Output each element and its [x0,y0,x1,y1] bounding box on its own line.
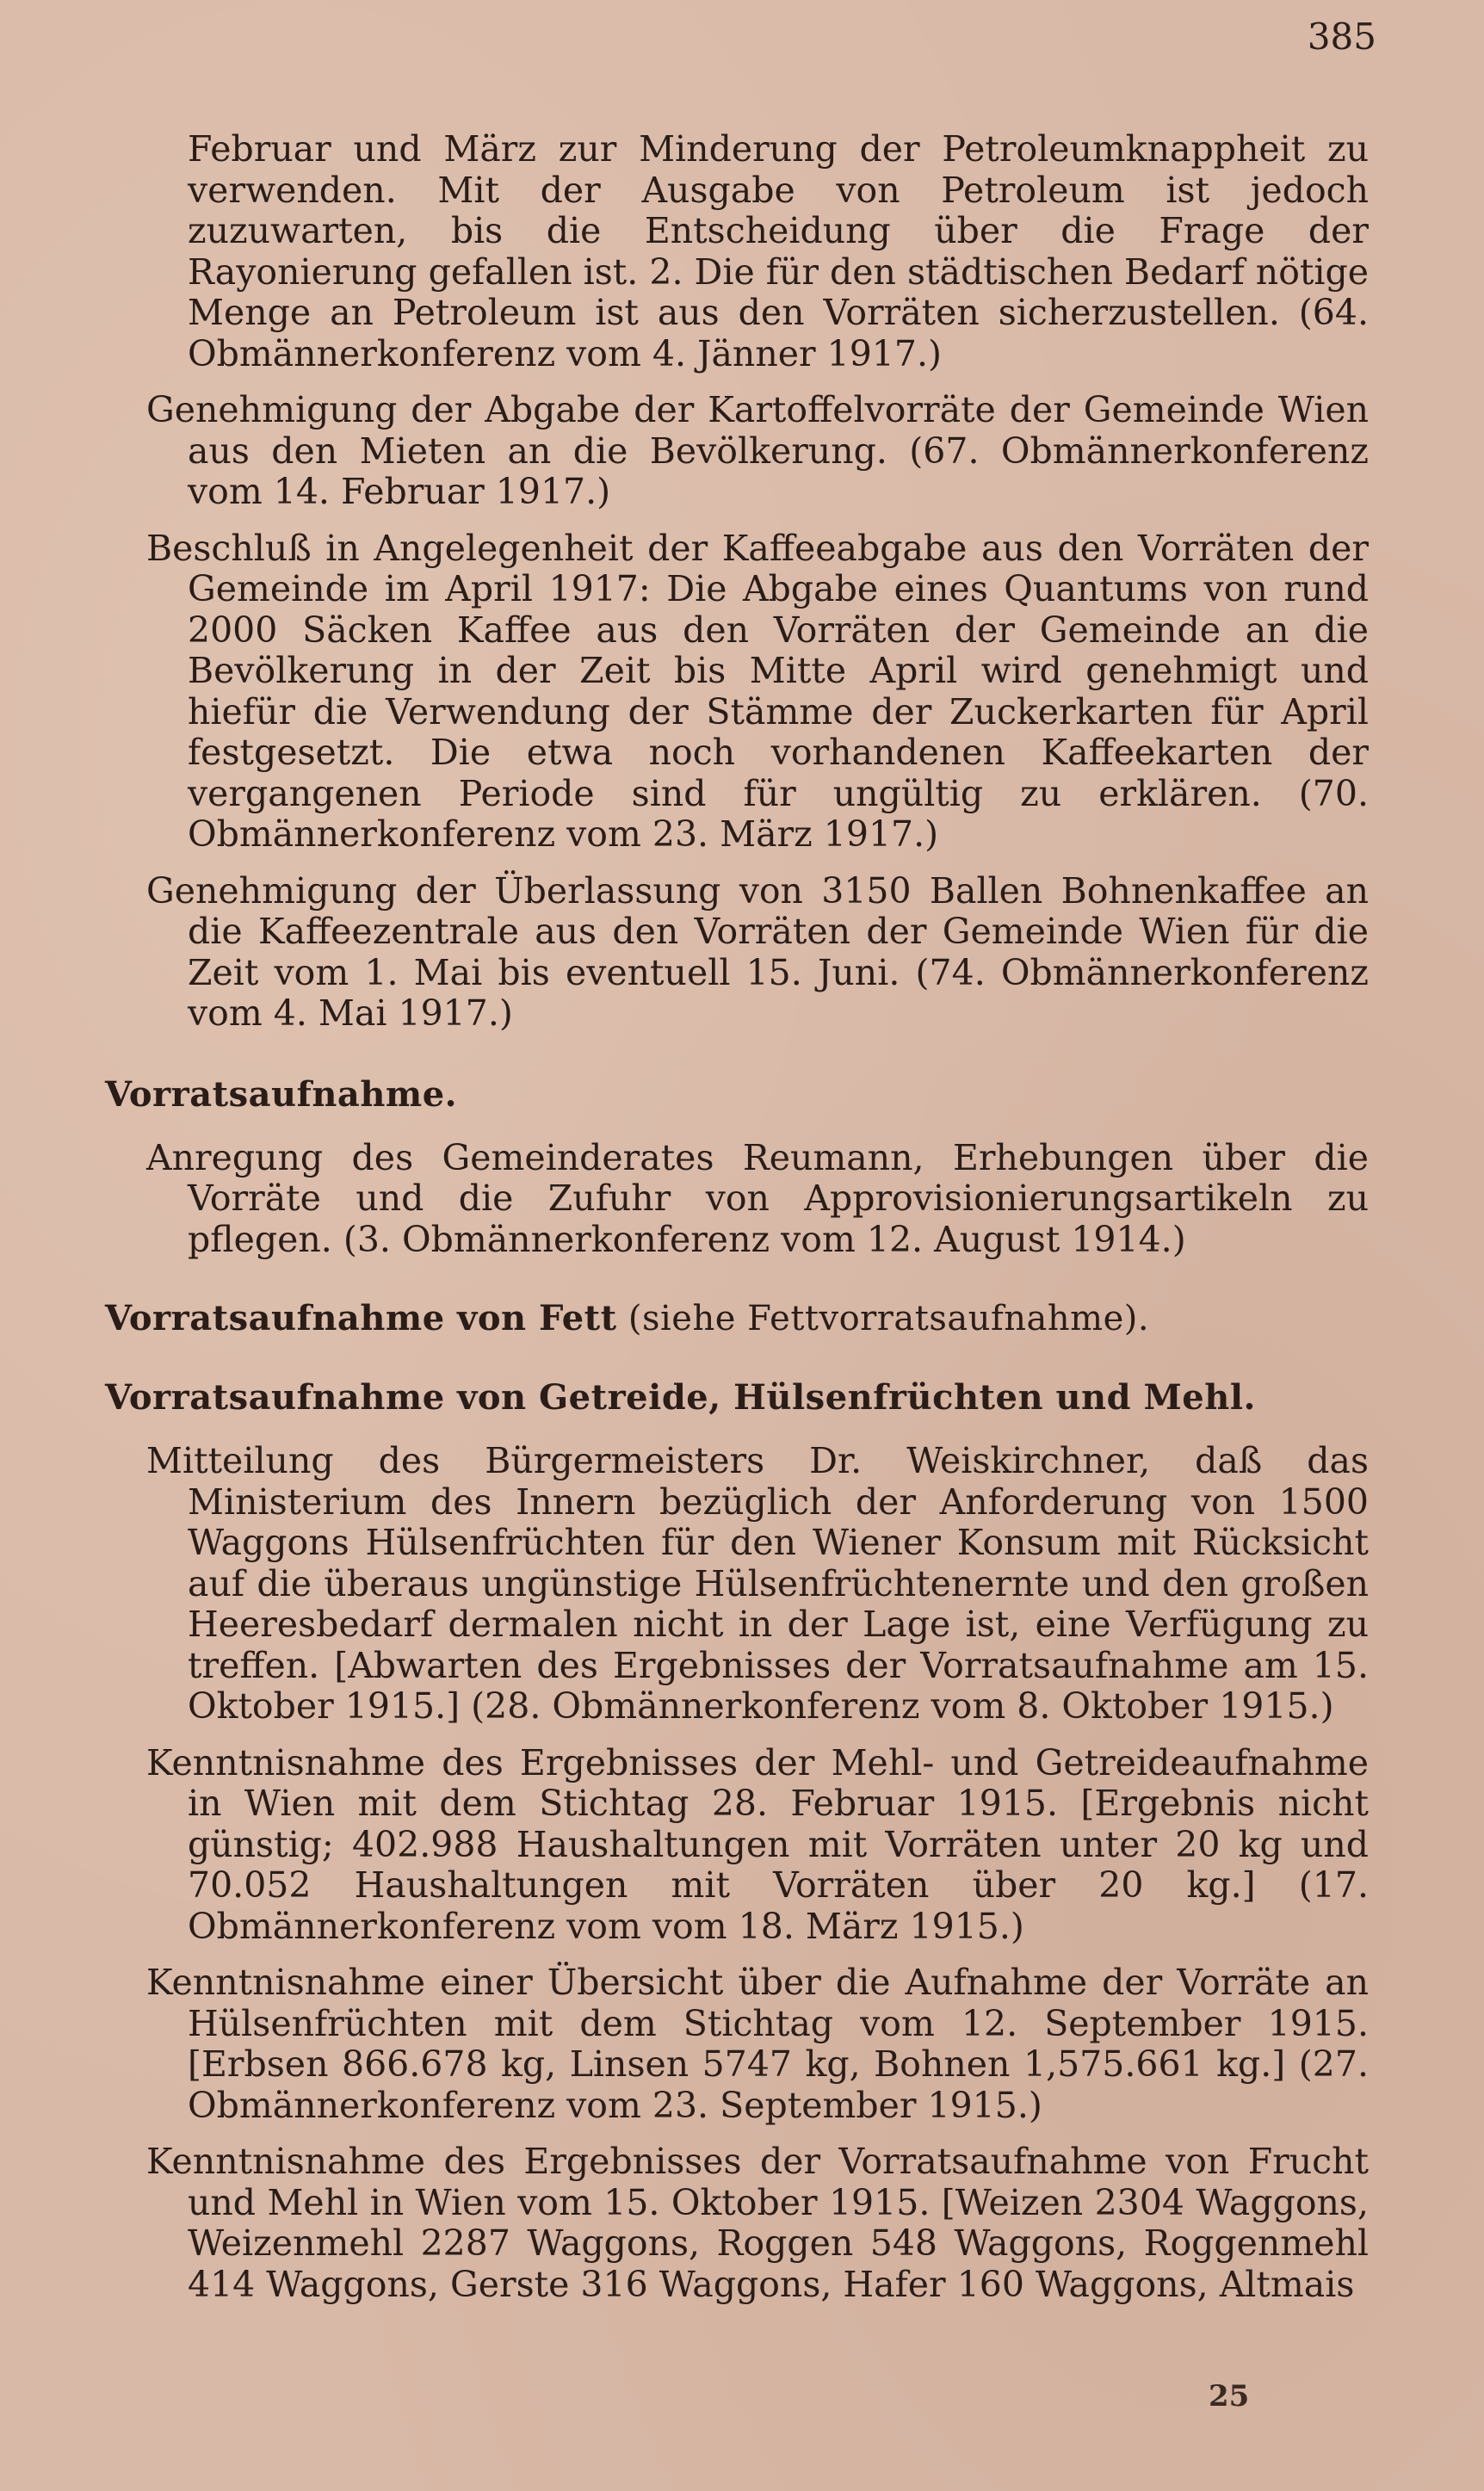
entry-huelsenfruechte: Kenntnisnahme einer Übersicht über die Aufnahme der Vorräte an Hülsenfrüchten mit dem Stichtag vom 12. September 1915. [Erbsen 866.678 kg, Linsen 5747 kg, Bohnen 1,575.661 kg.] (27. Obmännerkonferenz vom 23. September 1915.) [146,1962,1369,2126]
entry-reumann: Anregung des Gemeinderates Reumann, Erhebungen über die Vorräte und die Zufuhr von Approvisionierungsartikeln zu pflegen. (3. Obmännerkonferenz vom 12. August 1914.) [146,1136,1369,1260]
entry-kartoffel: Genehmigung der Abgabe der Kartoffelvorräte der Gemeinde Wien aus den Mieten an die Bevölkerung. (67. Obmännerkonferenz vom 14. Februar 1917.) [146,389,1369,512]
entry-kaffeeabgabe: Beschluß in Angelegenheit der Kaffeeabgabe aus den Vorräten der Gemeinde im April 1917: Die Abgabe eines Quantums von rund 2000 Säcken Kaffee aus den Vorräten der Gemeinde an die Bevölkerung in der Zeit bis Mitte April wird genehmigt und hiefür die Verwendung der Stämme der Zuckerkarten für April festgesetzt. Die etwa noch vorhandenen Kaffeekarten der vergangenen Periode sind für ungültig zu erklären. (70. Obmännerkonferenz vom 23. März 1917.) [146,527,1369,855]
section-heading-fett [105,1298,1369,1339]
heading-bold-text: Vorratsaufnahme von Fett [105,1298,617,1338]
entry-frucht-mehl: Kenntnisnahme des Ergebnisses der Vorratsaufnahme von Frucht und Mehl in Wien vom 15. Oktober 1915. [Weizen 2304 Waggons, Weizenmehl 2287 Waggons, Roggen 548 Waggons, Roggenmehl 414 Waggons, Gerste 316 Waggons, Hafer 160 Waggons, Altmais [146,2141,1369,2305]
entry-weiskirchner: Mitteilung des Bürgermeisters Dr. Weiskirchner, daß das Ministerium des Innern bezüglich der Anforderung von 1500 Waggons Hülsenfrüchten für den Wiener Konsum mit Rücksicht auf die überaus ungünstige Hülsenfrüchtenernte und den großen Heeresbedarf dermalen nicht in der Lage ist, eine Verfügung zu treffen. [Abwarten des Ergebnisses der Vorratsaufnahme am 15. Oktober 1915.] (28. Obmännerkonferenz vom 8. Oktober 1915.) [146,1440,1369,1727]
entry-bohnenkaffee: Genehmigung der Überlassung von 3150 Ballen Bohnenkaffee an die Kaffeezentrale aus den Vorräten der Gemeinde Wien für die Zeit vom 1. Mai bis eventuell 15. Juni. (74. Obmännerkonferenz vom 4. Mai 1917.) [146,869,1369,1034]
spacer [146,1260,1369,1298]
page-number: 385 [1307,15,1376,58]
entry-continuation: Februar und März zur Minderung der Petroleumknappheit zu verwenden. Mit der Ausgabe von Petroleum ist jedoch zuzuwarten, bis die Entscheidung über die Frage der Rayonierung gefallen ist. 2. Die für den städtischen Bedarf nötige Menge an Petroleum ist aus den Vorräten sicherzustellen. (64. Obmännerkonferenz vom 4. Jänner 1917.) [188,128,1369,374]
section-heading-vorratsaufnahme: Vorratsaufnahme. [105,1073,458,1115]
spacer [146,1339,1369,1377]
document-body [105,128,1369,2305]
heading-reference: (siehe Fettvorratsaufnahme). [616,1299,1150,1338]
entry-mehl-getreideaufnahme: Kenntnisnahme des Ergebnisses der Mehl- und Getreideaufnahme in Wien mit dem Stichtag 28. Februar 1915. [Ergebnis nicht günstig; 402.988 Haushaltungen mit Vorräten unter 20 kg und 70.052 Haushaltungen mit Vorräten über 20 kg.] (17. Obmännerkonferenz vom vom 18. März 1915.) [146,1741,1369,1947]
spacer [146,1035,1369,1074]
spacer [146,1419,1369,1441]
signature-mark: 25 [1209,2379,1250,2414]
section-heading-getreide: Vorratsaufnahme von Getreide, Hülsenfrüchten und Mehl. [105,1377,1256,1418]
spacer [146,1116,1369,1138]
